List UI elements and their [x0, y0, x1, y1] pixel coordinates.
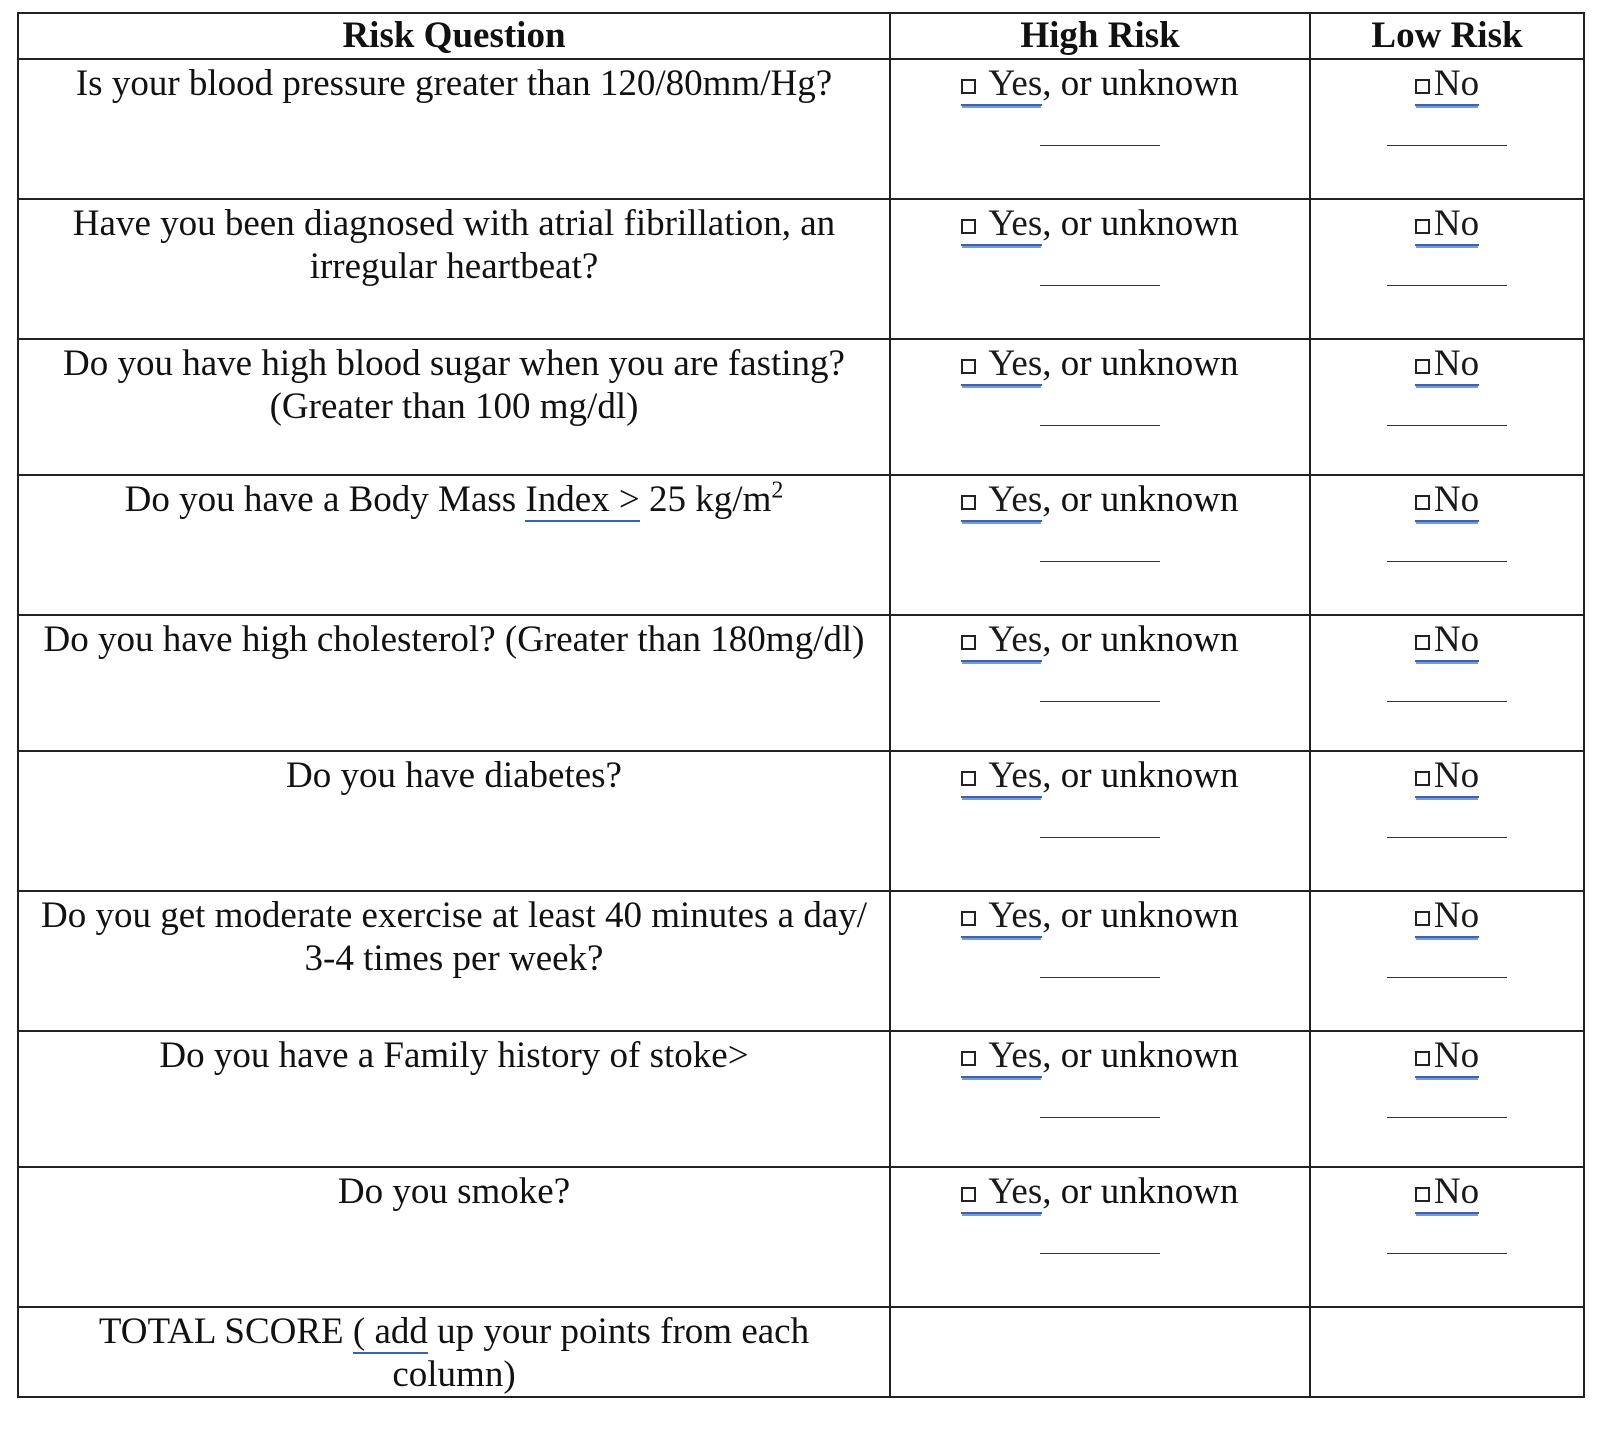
unknown-label: , or unknown — [1042, 343, 1239, 384]
question-text: Do you have high cholesterol? (Greater than 180mg/dl) — [43, 619, 865, 660]
checkbox-icon[interactable] — [961, 911, 976, 926]
score-blank-line — [1387, 1253, 1507, 1254]
question-text — [19, 476, 889, 521]
yes-link[interactable] — [961, 1035, 1042, 1078]
yes-label: Yes — [988, 1035, 1043, 1076]
checkbox-icon[interactable] — [1415, 219, 1430, 234]
risk-question-header: Risk Question — [18, 13, 890, 59]
high-risk-option[interactable] — [891, 340, 1309, 385]
no-link[interactable] — [1415, 619, 1479, 662]
score-blank-line — [1387, 425, 1507, 426]
question-text: Is your blood pressure greater than 120/80mm/Hg? — [75, 63, 833, 104]
low-risk-header: Low Risk — [1310, 13, 1584, 59]
low-risk-option[interactable] — [1311, 200, 1583, 245]
unknown-label: , or unknown — [1042, 619, 1239, 660]
no-link[interactable] — [1415, 1171, 1479, 1214]
high-risk-cell — [890, 339, 1310, 475]
checkbox-icon[interactable] — [1415, 79, 1430, 94]
yes-label: Yes — [988, 619, 1043, 660]
question-cell — [18, 891, 890, 1031]
high-risk-header: High Risk — [890, 13, 1310, 59]
checkbox-icon[interactable] — [961, 635, 976, 650]
yes-link[interactable] — [961, 203, 1042, 246]
checkbox-icon[interactable] — [1415, 1051, 1430, 1066]
low-risk-option[interactable] — [1311, 60, 1583, 105]
high-risk-option[interactable] — [891, 1032, 1309, 1077]
no-label: No — [1433, 619, 1480, 660]
checkbox-icon[interactable] — [1415, 771, 1430, 786]
score-blank-line — [1040, 1253, 1160, 1254]
unknown-label: , or unknown — [1042, 203, 1239, 244]
score-blank-line — [1040, 701, 1160, 702]
unknown-label: , or unknown — [1042, 1035, 1239, 1076]
yes-link[interactable] — [961, 63, 1042, 106]
total-label: TOTAL SCORE — [98, 1311, 353, 1352]
checkbox-icon[interactable] — [1415, 359, 1430, 374]
question-row — [18, 199, 1584, 339]
checkbox-icon[interactable] — [961, 1187, 976, 1202]
question-cell — [18, 199, 890, 339]
no-link[interactable] — [1415, 203, 1479, 246]
score-blank-line — [1387, 285, 1507, 286]
low-risk-cell — [1310, 1167, 1584, 1307]
high-risk-option[interactable] — [891, 616, 1309, 661]
question-text: Do you have diabetes? — [286, 755, 622, 796]
no-link[interactable] — [1415, 755, 1479, 798]
checkbox-icon[interactable] — [961, 359, 976, 374]
question-cell — [18, 339, 890, 475]
score-blank-line — [1387, 701, 1507, 702]
score-blank-line — [1387, 561, 1507, 562]
question-text: Do you get moderate exercise at least 40 minutes a day/ 3-4 times per week? — [40, 895, 868, 979]
yes-link[interactable] — [961, 479, 1042, 522]
question-row — [18, 59, 1584, 199]
question-text-part: Do you have a Body Mass — [124, 479, 526, 520]
no-link[interactable] — [1415, 479, 1479, 522]
high-risk-option[interactable] — [891, 1168, 1309, 1213]
high-risk-cell — [890, 475, 1310, 615]
no-label: No — [1433, 755, 1480, 796]
low-risk-option[interactable] — [1311, 1168, 1583, 1213]
low-risk-cell — [1310, 891, 1584, 1031]
question-text: Do you have a Family history of stoke> — [159, 1035, 749, 1076]
yes-link[interactable] — [961, 343, 1042, 386]
score-blank-line — [1040, 1117, 1160, 1118]
question-row — [18, 751, 1584, 891]
question-row — [18, 475, 1584, 615]
yes-label: Yes — [988, 755, 1043, 796]
no-link[interactable] — [1415, 63, 1479, 106]
checkbox-icon[interactable] — [961, 495, 976, 510]
bmi-index-link[interactable]: Index > — [525, 479, 640, 520]
score-blank-line — [1040, 561, 1160, 562]
no-link[interactable] — [1415, 343, 1479, 386]
question-row — [18, 339, 1584, 475]
high-risk-cell — [890, 891, 1310, 1031]
question-text-part: 25 kg/m — [639, 479, 772, 520]
high-risk-option[interactable] — [891, 752, 1309, 797]
add-link[interactable]: ( add — [352, 1311, 428, 1352]
low-risk-cell — [1310, 751, 1584, 891]
high-risk-cell — [890, 59, 1310, 199]
low-risk-total-cell[interactable] — [1310, 1307, 1584, 1397]
score-blank-line — [1387, 145, 1507, 146]
high-risk-cell — [890, 615, 1310, 751]
total-score-cell — [18, 1307, 890, 1397]
question-cell — [18, 1167, 890, 1307]
low-risk-cell — [1310, 339, 1584, 475]
question-cell — [18, 59, 890, 199]
low-risk-option[interactable] — [1311, 340, 1583, 385]
yes-link[interactable] — [961, 1171, 1042, 1214]
question-row — [18, 1167, 1584, 1307]
superscript: 2 — [771, 477, 784, 504]
no-label: No — [1433, 1035, 1480, 1076]
question-cell — [18, 1031, 890, 1167]
total-score-row — [18, 1307, 1584, 1397]
checkbox-icon[interactable] — [1415, 911, 1430, 926]
low-risk-option[interactable] — [1311, 752, 1583, 797]
low-risk-cell — [1310, 475, 1584, 615]
question-row — [18, 615, 1584, 751]
high-risk-cell — [890, 1167, 1310, 1307]
low-risk-cell — [1310, 199, 1584, 339]
checkbox-icon[interactable] — [961, 79, 976, 94]
question-text: Do you have high blood sugar when you are fasting? (Greater than 100 mg/dl) — [63, 343, 845, 427]
unknown-label: , or unknown — [1042, 479, 1239, 520]
score-blank-line — [1040, 977, 1160, 978]
question-text: Do you smoke? — [337, 1171, 571, 1212]
no-label: No — [1433, 63, 1480, 104]
risk-assessment-table — [17, 12, 1585, 1398]
checkbox-icon[interactable] — [1415, 635, 1430, 650]
high-risk-option[interactable] — [891, 892, 1309, 937]
low-risk-option[interactable] — [1311, 616, 1583, 661]
no-label: No — [1433, 1171, 1480, 1212]
yes-label: Yes — [988, 1171, 1043, 1212]
low-risk-cell — [1310, 59, 1584, 199]
score-blank-line — [1387, 837, 1507, 838]
question-row — [18, 891, 1584, 1031]
score-blank-line — [1040, 425, 1160, 426]
low-risk-cell — [1310, 1031, 1584, 1167]
no-label: No — [1433, 203, 1480, 244]
unknown-label: , or unknown — [1042, 895, 1239, 936]
unknown-label: , or unknown — [1042, 63, 1239, 104]
question-cell — [18, 615, 890, 751]
yes-label: Yes — [988, 343, 1043, 384]
low-risk-option[interactable] — [1311, 1032, 1583, 1077]
question-cell — [18, 751, 890, 891]
header-row — [18, 13, 1584, 59]
score-blank-line — [1387, 1117, 1507, 1118]
no-link[interactable] — [1415, 1035, 1479, 1078]
high-risk-option[interactable] — [891, 200, 1309, 245]
high-risk-cell — [890, 751, 1310, 891]
high-risk-option[interactable] — [891, 60, 1309, 105]
total-instructions: up your points from each column) — [392, 1311, 810, 1395]
low-risk-option[interactable] — [1311, 476, 1583, 521]
yes-link[interactable] — [961, 619, 1042, 662]
no-label: No — [1433, 479, 1480, 520]
high-risk-total-cell[interactable] — [890, 1307, 1310, 1397]
no-label: No — [1433, 343, 1480, 384]
unknown-label: , or unknown — [1042, 755, 1239, 796]
question-row — [18, 1031, 1584, 1167]
question-cell — [18, 475, 890, 615]
no-link[interactable] — [1415, 895, 1479, 938]
checkbox-icon[interactable] — [1415, 495, 1430, 510]
score-blank-line — [1040, 145, 1160, 146]
score-blank-line — [1387, 977, 1507, 978]
score-blank-line — [1040, 837, 1160, 838]
yes-label: Yes — [988, 203, 1043, 244]
high-risk-cell — [890, 1031, 1310, 1167]
checkbox-icon[interactable] — [961, 771, 976, 786]
score-blank-line — [1040, 285, 1160, 286]
low-risk-cell — [1310, 615, 1584, 751]
yes-link[interactable] — [961, 755, 1042, 798]
yes-label: Yes — [988, 895, 1043, 936]
high-risk-option[interactable] — [891, 476, 1309, 521]
unknown-label: , or unknown — [1042, 1171, 1239, 1212]
question-text: Have you been diagnosed with atrial fibrillation, an irregular heartbeat? — [72, 203, 836, 287]
low-risk-option[interactable] — [1311, 892, 1583, 937]
checkbox-icon[interactable] — [961, 219, 976, 234]
high-risk-cell — [890, 199, 1310, 339]
yes-link[interactable] — [961, 895, 1042, 938]
checkbox-icon[interactable] — [1415, 1187, 1430, 1202]
checkbox-icon[interactable] — [961, 1051, 976, 1066]
yes-label: Yes — [988, 479, 1043, 520]
total-score-text — [19, 1308, 889, 1396]
no-label: No — [1433, 895, 1480, 936]
yes-label: Yes — [988, 63, 1043, 104]
